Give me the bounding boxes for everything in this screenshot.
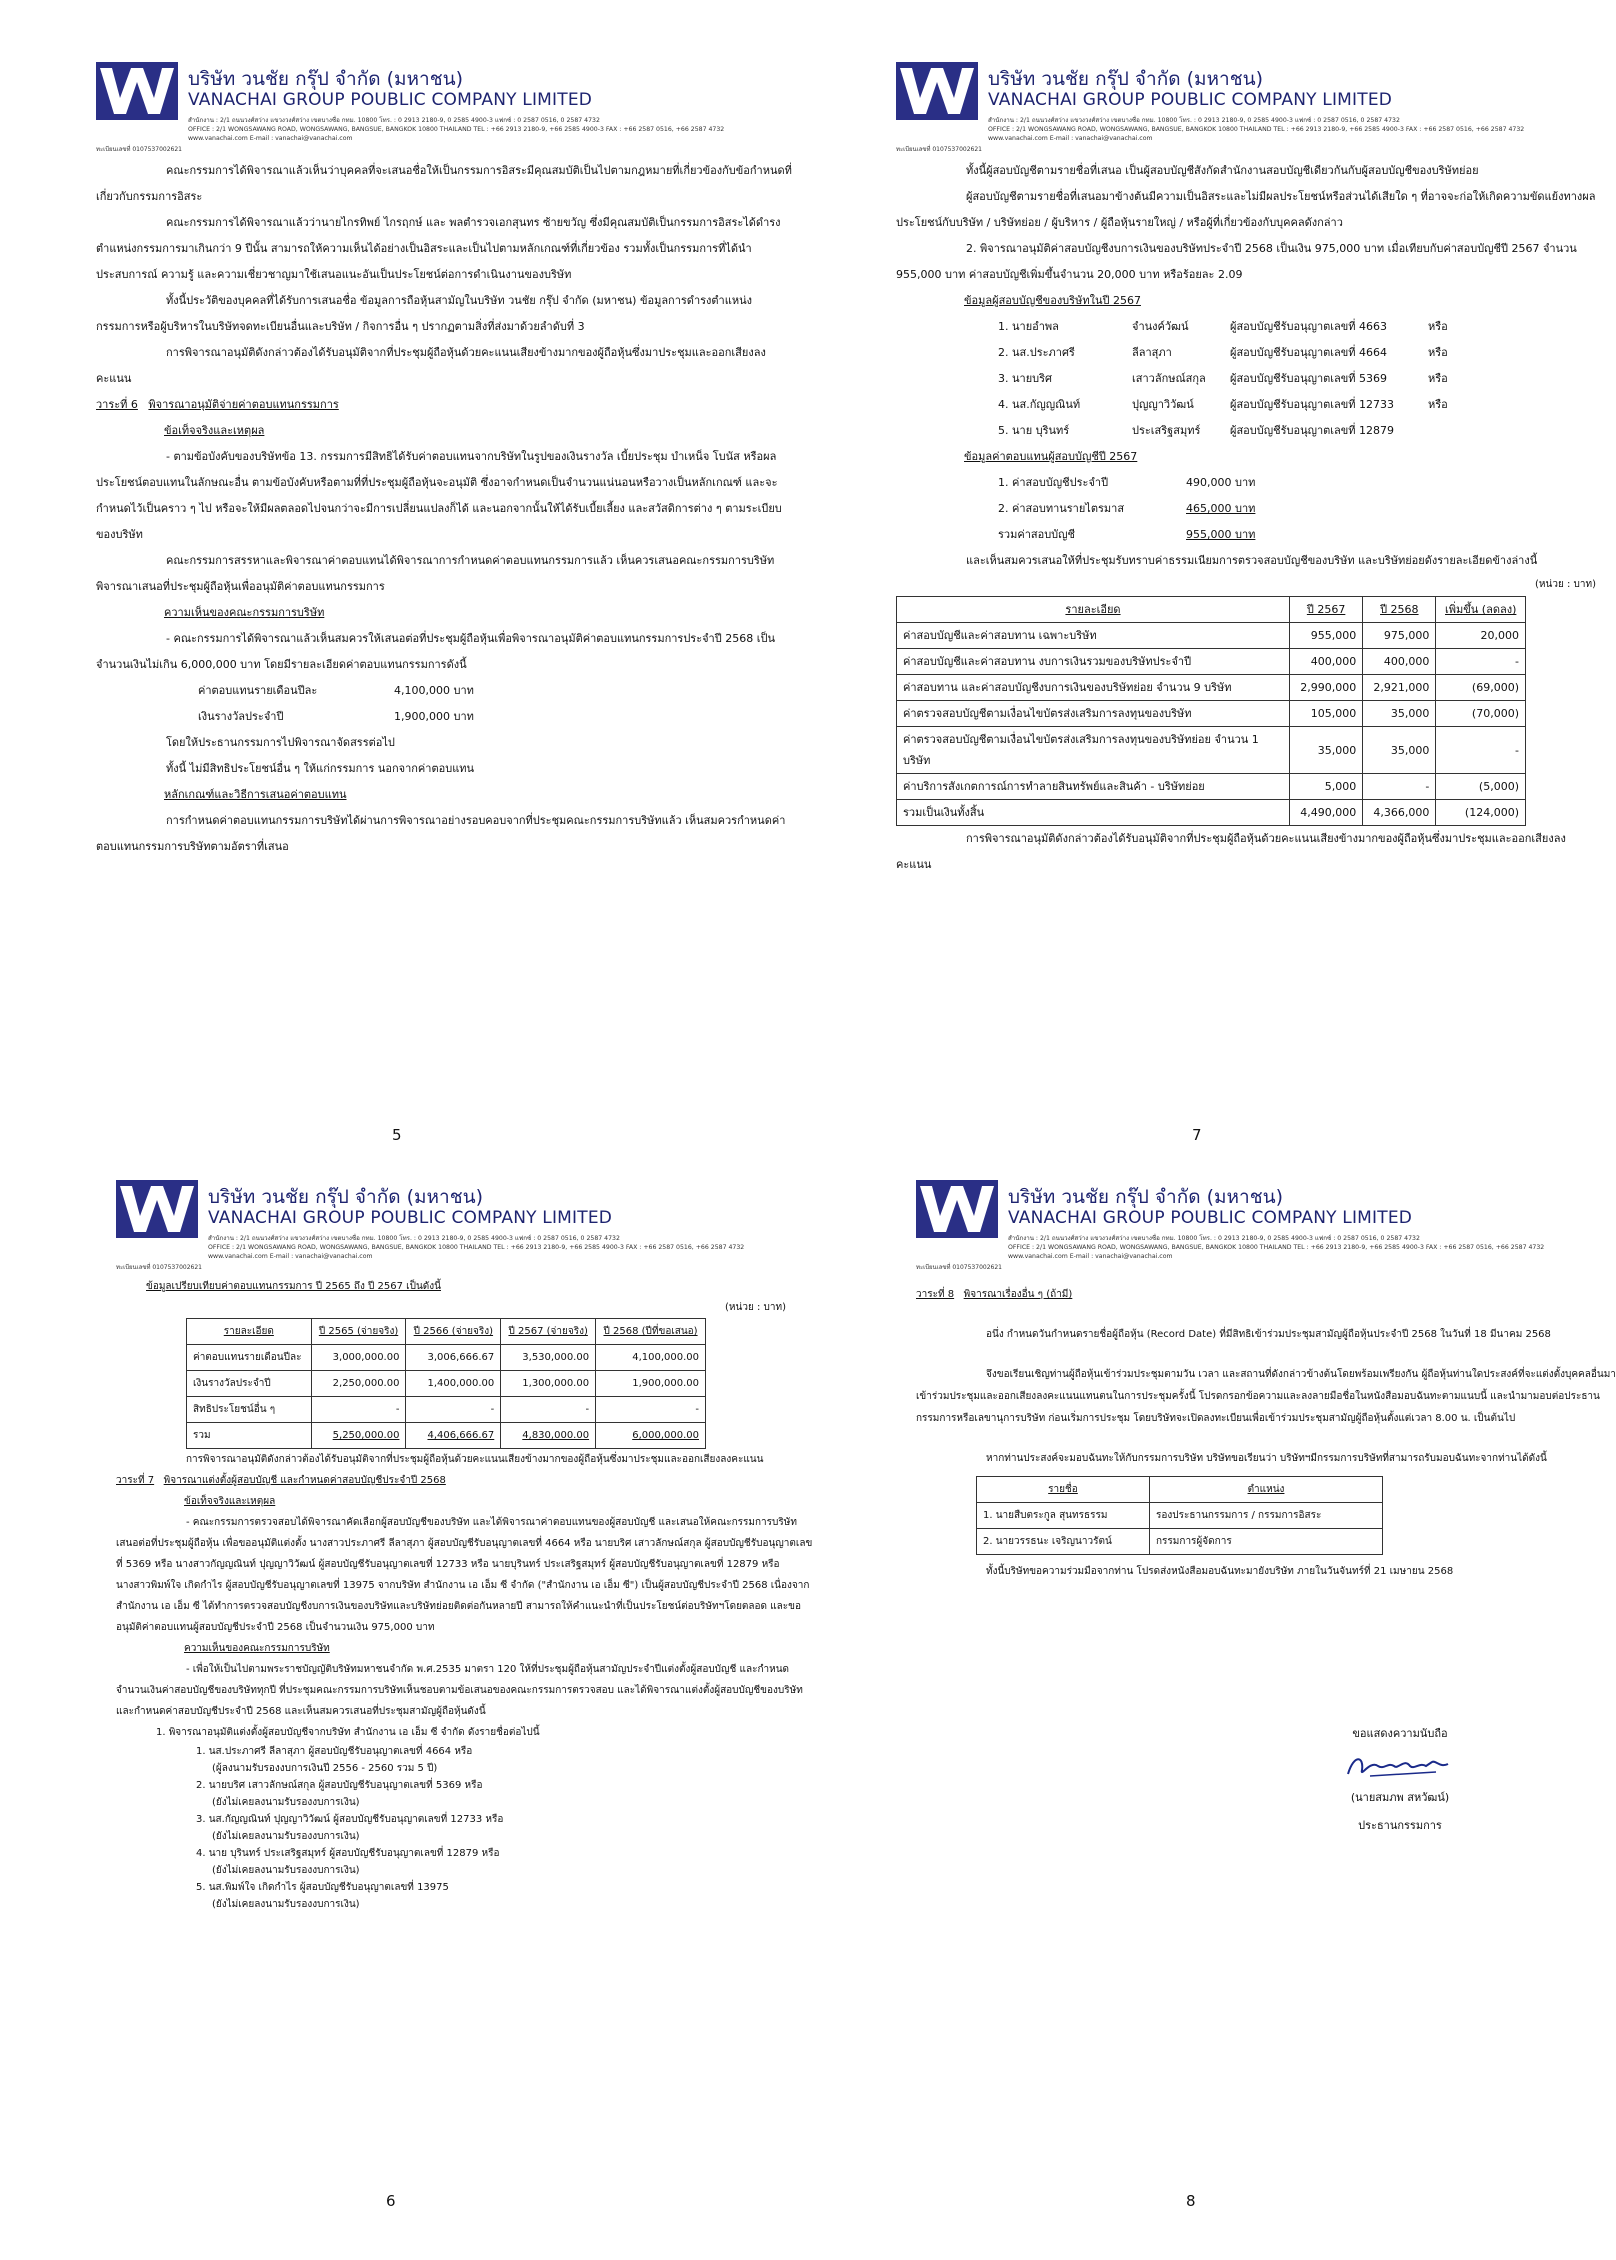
section-heading: ข้อเท็จจริงและเหตุผล	[184, 1496, 276, 1507]
paragraph: ทั้งนี้ ไม่มีสิทธิประโยชน์อื่น ๆ ให้แก่กรรมการ นอกจากค่าตอบแทน	[166, 762, 475, 775]
paragraph: การกำหนดค่าตอบแทนกรรมการบริษัทได้ผ่านการพิจารณาอย่างรอบคอบจากที่ประชุมคณะกรรมการบริษัทแล้ว เห็นสมควรกำหนดค่าตอบแทนกรรมการบริษัทตามอัตราที่เสนอ	[96, 814, 786, 853]
table-row: ค่าบริการสังเกตการณ์การทำลายสินทรัพย์และสินค้า - บริษัทย่อย 5,000 - (5,000)	[897, 774, 1526, 800]
paragraph: 1. พิจารณาอนุมัติแต่งตั้งผู้สอบบัญชีจากบริษัท สำนักงาน เอ เอ็ม ซี จำกัด ดังรายชื่อต่อไปนี้	[156, 1727, 540, 1738]
paragraph: จึงขอเรียนเชิญท่านผู้ถือหุ้นเข้าร่วมประชุมตามวัน เวลา และสถานที่ดังกล่าวข้างต้นโดยพร้อมเพรียงกัน ผู้ถือหุ้นท่านใดประสงค์ที่จะแต่งตั้งบุคคลอื่นมาเข้าร่วมประชุมและออกเสียงลงคะแนนแทนตนในการประชุมครั้งนี้ โปรดกรอกข้อความและลงลายมือชื่อในหนังสือมอบฉันทะตามแนบนี้ และนำมามอบต่อประธานกรรมการหรือเลขานุการบริษัท ก่อนเริ่มการประชุม โดยบริษัทจะเปิดลงทะเบียนเพื่อเข้าร่วมประชุมสามัญผู้ถือหุ้นตั้งแต่เวลา 8.00 น. เป็นต้นไป	[916, 1369, 1616, 1424]
paragraph: การพิจารณาอนุมัติดังกล่าวต้องได้รับอนุมัติจากที่ประชุมผู้ถือหุ้นด้วยคะแนนเสียงข้างมากของผู้ถือหุ้นซึ่งมาประชุมและออกเสียงลงคะแนน	[896, 832, 1566, 871]
company-name-thai: บริษัท วนชัย กรุ๊ป จำกัด (มหาชน)	[208, 1186, 483, 1208]
paragraph: ทั้งนี้บริษัทขอความร่วมมือจากท่าน โปรดส่งหนังสือมอบฉันทะมายังบริษัท ภายในวันจันทร์ที่ 21 เมษายน 2568	[986, 1566, 1454, 1577]
table-header-row: รายละเอียด ปี 2565 (จ่ายจริง) ปี 2566 (จ่ายจริง) ปี 2567 (จ่ายจริง) ปี 2568 (ปีที่ขอเสนอ)	[187, 1319, 706, 1345]
director-fee-table	[186, 1318, 706, 1449]
list-item: 1. นายอำพล จำนงค์วัฒน์ ผู้สอบบัญชีรับอนุญาตเลขที่ 4663 หรือ	[998, 320, 1448, 333]
signature-block	[1300, 1720, 1500, 1840]
paragraph: การพิจารณาอนุมัติดังกล่าวต้องได้รับอนุมัติจากที่ประชุมผู้ถือหุ้นด้วยคะแนนเสียงข้างมากของผู้ถือหุ้นซึ่งมาประชุมและออกเสียงลงคะแนน	[96, 346, 766, 385]
fee-row: 1. ค่าสอบบัญชีประจำปี 490,000 บาท	[998, 476, 1256, 489]
fee-row: เงินรางวัลประจำปี 1,900,000 บาท	[198, 710, 474, 723]
list-item: 2. นส.ประภาศรี ลีลาสุภา ผู้สอบบัญชีรับอนุญาตเลขที่ 4664 หรือ	[998, 346, 1448, 359]
table-row: 1. นายสืบตระกูล สุนทรธรรม รองประธานกรรมการ / กรรมการอิสระ	[977, 1503, 1383, 1529]
paragraph: คณะกรรมการได้พิจารณาแล้วว่านายไกรทิพย์ ไกรฤกษ์ และ พลตำรวจเอกสุนทร ซ้ายขวัญ ซึ่งมีคุณสมบัติเป็นกรรมการอิสระได้ดำรงตำแหน่งกรรมการมาเกินกว่า 9 ปีนั้น สามารถให้ความเห็นได้อย่างเป็นอิสระและเป็นไปตามหลักเกณฑ์ที่เกี่ยวข้อง รวมทั้งเป็นกรรมการที่ได้นำประสบการณ์ ความรู้ และความเชี่ยวชาญมาใช้เสนอแนะอันเป็นประโยชน์ต่อการดำเนินงานของบริษัท	[96, 216, 781, 281]
section-heading: ข้อมูลค่าตอบแทนผู้สอบบัญชีปี 2567	[964, 450, 1138, 463]
auditor-list	[116, 1743, 816, 1913]
page-body	[896, 158, 1596, 878]
paragraph: อนึ่ง กำหนดวันกำหนดรายชื่อผู้ถือหุ้น (Record Date) ที่มีสิทธิเข้าร่วมประชุมสามัญผู้ถือหุ้นประจำปี 2568 ในวันที่ 18 มีนาคม 2568	[986, 1329, 1551, 1340]
company-address: สำนักงาน : 2/1 ถนนวงศ์สว่าง แขวงวงศ์สว่าง เขตบางซื่อ กทม. 10800 โทร. : 0 2913 2180-9, 0 2585 4900-3 แฟกซ์ : 0 2587 0516, 0 2587 4732 OFFICE : 2/1 WONGSAWANG ROAD, WONGSAWANG, BANGSUE, BANGKOK 10800 THAILAND TEL : +66 2913 2180-9, +66 2585 4900-3 FAX : +66 2587 0516, +66 2587 4732 www.vanachai.com E-mail : vanachai@vanachai.com	[1008, 1235, 1545, 1260]
letterhead	[896, 62, 1596, 158]
page-number: 8	[1186, 2192, 1196, 2210]
page-body	[116, 1276, 816, 1913]
section-heading: ข้อเท็จจริงและเหตุผล	[164, 424, 265, 437]
unit-label: (หน่วย : บาท)	[1535, 579, 1596, 590]
list-item: 1. นส.ประภาศรี ลีลาสุภา ผู้สอบบัญชีรับอนุญาตเลขที่ 4664 หรือ (ผู้ลงนามรับรองงบการเงินปี 2556 - 2560 รวม 5 ปี)	[196, 1746, 473, 1774]
table-row: ค่าสอบทาน และค่าสอบบัญชีงบการเงินของบริษัทย่อย จำนวน 9 บริษัท 2,990,000 2,921,000 (69,000)	[897, 675, 1526, 701]
list-item: 4. นาย บุรินทร์ ประเสริฐสมุทร์ ผู้สอบบัญชีรับอนุญาตเลขที่ 12879 หรือ (ยังไม่เคยลงนามรับรองงบการเงิน)	[196, 1848, 500, 1876]
paragraph: - ตามข้อบังคับของบริษัทข้อ 13. กรรมการมีสิทธิได้รับค่าตอบแทนจากบริษัทในรูปของเงินรางวัล เบี้ยประชุม บำเหน็จ โบนัส หรือผลประโยชน์ตอบแทนในลักษณะอื่น ตามข้อบังคับหรือตามที่ที่ประชุมผู้ถือหุ้นจะอนุมัติ ซึ่งอาจกำหนดเป็นจำนวนแน่นอนหรือวางเป็นหลักเกณฑ์ และจะกำหนดไว้เป็นคราว ๆ ไป หรือจะให้มีผลตลอดไปจนกว่าจะมีการเปลี่ยนแปลงก็ได้ และนอกจากนั้นให้ได้รับเบี้ยเลี้ยง และสวัสดิการต่าง ๆ ตามระเบียบของบริษัท	[96, 450, 782, 541]
audit-fee-table	[896, 596, 1526, 826]
agenda-heading: วาระที่ 6 พิจารณาอนุมัติจ่ายค่าตอบแทนกรรมการ	[96, 398, 339, 411]
auditor-list	[896, 314, 1596, 444]
paragraph: ทั้งนี้ผู้สอบบัญชีตามรายชื่อที่เสนอ เป็นผู้สอบบัญชีสังกัดสำนักงานสอบบัญชีเดียวกันกับผู้สอบบัญชีของบริษัทย่อย	[966, 164, 1479, 177]
unit-label: (หน่วย : บาท)	[725, 1302, 786, 1313]
paragraph: ทั้งนี้ประวัติของบุคคลที่ได้รับการเสนอชื่อ ข้อมูลการถือหุ้นสามัญในบริษัท วนชัย กรุ๊ป จำกัด (มหาชน) ข้อมูลการดำรงตำแหน่งกรรมการหรือผู้บริหารในบริษัทจดทะเบียนอื่นและบริษัท / กิจการอื่น ๆ ปรากฏตามสิ่งที่ส่งมาด้วยลำดับที่ 3	[96, 294, 752, 333]
paragraph: คณะกรรมการสรรหาและพิจารณาค่าตอบแทนได้พิจารณาการกำหนดค่าตอบแทนกรรมการแล้ว เห็นควรเสนอคณะกรรมการบริษัทพิจารณาเสนอที่ประชุมผู้ถือหุ้นเพื่ออนุมัติค่าตอบแทนกรรมการ	[96, 554, 775, 593]
paragraph: - คณะกรรมการตรวจสอบได้พิจารณาคัดเลือกผู้สอบบัญชีของบริษัท และได้พิจารณาค่าตอบแทนของผู้สอบบัญชี และเสนอให้คณะกรรมการบริษัทเสนอต่อที่ประชุมผู้ถือหุ้น เพื่อขออนุมัติแต่งตั้ง นางสาวประภาศรี ลีลาสุภา ผู้สอบบัญชีรับอนุญาตเลขที่ 4664 หรือ นายบริศ เสาวลักษณ์สกุล ผู้สอบบัญชีรับอนุญาตเลขที่ 5369 หรือ นางสาวกัญญณินท์ ปุญญาวิวัฒน์ ผู้สอบบัญชีรับอนุญาตเลขที่ 12733 หรือ นายบุรินทร์ ประเสริฐสมุทร์ ผู้สอบบัญชีรับอนุญาตเลขที่ 12879 หรือ นางสาวพิมพ์ใจ เกิดกำไร ผู้สอบบัญชีรับอนุญาตเลขที่ 13975 จากบริษัท สำนักงาน เอ เอ็ม ซี จำกัด ("สำนักงาน เอ เอ็ม ซี") เป็นผู้สอบบัญชีประจำปี 2568 เนื่องจากสำนักงาน เอ เอ็ม ซี ได้ทำการตรวจสอบบัญชีงบการเงินของบริษัทและบริษัทย่อยติดต่อกันหลายปี สามารถให้คำแนะนำที่เป็นประโยชน์ต่อบริษัทฯโดยตลอด และขออนุมัติค่าตอบแทนผู้สอบบัญชีประจำปี 2568 เป็นจำนวนเงิน 975,000 บาท	[116, 1517, 813, 1633]
list-item: 5. นาย บุรินทร์ ประเสริฐสมุทร์ ผู้สอบบัญชีรับอนุญาตเลขที่ 12879	[998, 424, 1395, 437]
table-header-row: รายละเอียด ปี 2567 ปี 2568 เพิ่มขึ้น (ลดลง)	[897, 597, 1526, 623]
company-logo-icon	[896, 62, 978, 120]
paragraph: ผู้สอบบัญชีตามรายชื่อที่เสนอมาข้างต้นมีความเป็นอิสระและไม่มีผลประโยชน์หรือส่วนได้เสียใด ๆ ที่อาจจะก่อให้เกิดความขัดแย้งทางผลประโยชน์กับบริษัท / บริษัทย่อย / ผู้บริหาร / ผู้ถือหุ้นรายใหญ่ / หรือผู้ที่เกี่ยวข้องกับบุคคลดังกล่าว	[896, 190, 1596, 229]
company-name-english: VANACHAI GROUP POUBLIC COMPANY LIMITED	[208, 1208, 613, 1228]
company-name-thai: บริษัท วนชัย กรุ๊ป จำกัด (มหาชน)	[1008, 1186, 1283, 1208]
table-total-row: รวม 5,250,000.00 4,406,666.67 4,830,000.00 6,000,000.00	[187, 1423, 706, 1449]
paragraph: คณะกรรมการได้พิจารณาแล้วเห็นว่าบุคคลที่จะเสนอชื่อให้เป็นกรรมการอิสระมีคุณสมบัติเป็นไปตามกฎหมายที่เกี่ยวข้องกับข้อกำหนดที่เกี่ยวกับกรรมการอิสระ	[96, 164, 792, 203]
fee-row: 2. ค่าสอบทานรายไตรมาส 465,000 บาท	[998, 502, 1256, 515]
paragraph: การพิจารณาอนุมัติดังกล่าวต้องได้รับอนุมัติจากที่ประชุมผู้ถือหุ้นด้วยคะแนนเสียงข้างมากของผู้ถือหุ้นซึ่งมาประชุมและออกเสียงลงคะแนน	[186, 1454, 764, 1465]
signer-name: (นายสมภพ สหวัฒน์)	[1350, 1791, 1450, 1804]
page-number: 5	[392, 1126, 402, 1144]
letterhead	[96, 62, 796, 158]
letterhead	[116, 1180, 816, 1276]
page-number: 6	[386, 2192, 396, 2210]
fee-row: ค่าตอบแทนรายเดือนปีละ 4,100,000 บาท	[198, 684, 474, 697]
list-item: 3. นส.กัญญณินท์ ปุญญาวิวัฒน์ ผู้สอบบัญชีรับอนุญาตเลขที่ 12733 หรือ (ยังไม่เคยลงนามรับรองงบการเงิน)	[196, 1814, 504, 1842]
company-name-english: VANACHAI GROUP POUBLIC COMPANY LIMITED	[188, 90, 593, 110]
company-logo-icon	[916, 1180, 998, 1238]
signature-icon	[1340, 1748, 1460, 1784]
signer-title: ประธานกรรมการ	[1358, 1819, 1442, 1832]
page-body	[96, 158, 796, 860]
company-name-english: VANACHAI GROUP POUBLIC COMPANY LIMITED	[988, 90, 1393, 110]
paragraph: หากท่านประสงค์จะมอบฉันทะให้กับกรรมการบริษัท บริษัทขอเรียนว่า บริษัทฯมีกรรมการบริษัทที่สามารถรับมอบฉันทะจากท่านได้ดังนี้	[986, 1453, 1547, 1464]
tax-id: ทะเบียนเลขที่ 0107537002621	[896, 146, 982, 153]
signature-image	[1300, 1748, 1500, 1784]
list-item: 2. นายบริศ เสาวลักษณ์สกุล ผู้สอบบัญชีรับอนุญาตเลขที่ 5369 หรือ (ยังไม่เคยลงนามรับรองงบการเงิน)	[196, 1780, 483, 1808]
list-item: 5. นส.พิมพ์ใจ เกิดกำไร ผู้สอบบัญชีรับอนุญาตเลขที่ 13975 (ยังไม่เคยลงนามรับรองงบการเงิน)	[196, 1882, 449, 1910]
page-number: 7	[1192, 1126, 1202, 1144]
paragraph: โดยให้ประธานกรรมการไปพิจารณาจัดสรรต่อไป	[166, 736, 395, 749]
company-logo-icon	[96, 62, 178, 120]
list-item: 3. นายบริศ เสาวลักษณ์สกุล ผู้สอบบัญชีรับอนุญาตเลขที่ 5369 หรือ	[998, 372, 1448, 385]
table-row: ค่าตรวจสอบบัญชีตามเงื่อนไขบัตรส่งเสริมการลงทุนของบริษัทย่อย จำนวน 1 บริษัท 35,000 35,000 -	[897, 727, 1526, 774]
paragraph: 2. พิจารณาอนุมัติค่าสอบบัญชีงบการเงินของบริษัทประจำปี 2568 เป็นเงิน 975,000 บาท เมื่อเทียบกับค่าสอบบัญชีปี 2567 จำนวน 955,000 บาท ค่าสอบบัญชีเพิ่มขึ้นจำนวน 20,000 บาท หรือร้อยละ 2.09	[896, 242, 1577, 281]
company-name-english: VANACHAI GROUP POUBLIC COMPANY LIMITED	[1008, 1208, 1413, 1228]
tax-id: ทะเบียนเลขที่ 0107537002621	[96, 146, 182, 153]
section-heading: ข้อมูลผู้สอบบัญชีของบริษัทในปี 2567	[964, 294, 1141, 307]
paragraph: - เพื่อให้เป็นไปตามพระราชบัญญัติบริษัทมหาชนจำกัด พ.ศ.2535 มาตรา 120 ให้ที่ประชุมผู้ถือหุ้นสามัญประจำปีแต่งตั้งผู้สอบบัญชี และกำหนดจำนวนเงินค่าสอบบัญชีของบริษัททุกปี ที่ประชุมคณะกรรมการบริษัทเห็นชอบตามข้อเสนอของคณะกรรมการตรวจสอบ และได้พิจารณาแต่งตั้งผู้สอบบัญชีของบริษัทและกำหนดค่าสอบบัญชีประจำปี 2568 และเห็นสมควรเสนอที่ประชุมสามัญผู้ถือหุ้นดังนี้	[116, 1664, 803, 1717]
table-row: เงินรางวัลประจำปี 2,250,000.00 1,400,000.00 1,300,000.00 1,900,000.00	[187, 1371, 706, 1397]
tax-id: ทะเบียนเลขที่ 0107537002621	[116, 1264, 202, 1271]
agenda-heading: วาระที่ 7 พิจารณาแต่งตั้งผู้สอบบัญชี และกำหนดค่าสอบบัญชีประจำปี 2568	[116, 1475, 446, 1486]
page-body	[916, 1284, 1616, 1583]
letterhead	[916, 1180, 1616, 1276]
company-address: สำนักงาน : 2/1 ถนนวงศ์สว่าง แขวงวงศ์สว่าง เขตบางซื่อ กทม. 10800 โทร. : 0 2913 2180-9, 0 2585 4900-3 แฟกซ์ : 0 2587 0516, 0 2587 4732 OFFICE : 2/1 WONGSAWANG ROAD, WONGSAWANG, BANGSUE, BANGKOK 10800 THAILAND TEL : +66 2913 2180-9, +66 2585 4900-3 FAX : +66 2587 0516, +66 2587 4732 www.vanachai.com E-mail : vanachai@vanachai.com	[188, 117, 725, 142]
table-row: 2. นายวรรธนะ เจริญนาวรัตน์ กรรมการผู้จัดการ	[977, 1529, 1383, 1555]
page-5	[96, 62, 796, 1142]
table-row: ค่าสอบบัญชีและค่าสอบทาน เฉพาะบริษัท 955,000 975,000 20,000	[897, 623, 1526, 649]
section-heading: ความเห็นของคณะกรรมการบริษัท	[184, 1643, 330, 1654]
section-heading: ข้อมูลเปรียบเทียบค่าตอบแทนกรรมการ ปี 2565 ถึง ปี 2567 เป็นดังนี้	[146, 1281, 441, 1292]
fee-row: รวมค่าสอบบัญชี 955,000 บาท	[998, 528, 1256, 541]
table-header-row: รายชื่อ ตำแหน่ง	[977, 1477, 1383, 1503]
page-8	[916, 1180, 1616, 2260]
table-row: สิทธิประโยชน์อื่น ๆ - - - -	[187, 1397, 706, 1423]
closing-text: ขอแสดงความนับถือ	[1352, 1727, 1448, 1740]
company-logo-icon	[116, 1180, 198, 1238]
company-address: สำนักงาน : 2/1 ถนนวงศ์สว่าง แขวงวงศ์สว่าง เขตบางซื่อ กทม. 10800 โทร. : 0 2913 2180-9, 0 2585 4900-3 แฟกซ์ : 0 2587 0516, 0 2587 4732 OFFICE : 2/1 WONGSAWANG ROAD, WONGSAWANG, BANGSUE, BANGKOK 10800 THAILAND TEL : +66 2913 2180-9, +66 2585 4900-3 FAX : +66 2587 0516, +66 2587 4732 www.vanachai.com E-mail : vanachai@vanachai.com	[208, 1235, 745, 1260]
table-row: ค่าตรวจสอบบัญชีตามเงื่อนไขบัตรส่งเสริมการลงทุนของบริษัท 105,000 35,000 (70,000)	[897, 701, 1526, 727]
company-name-thai: บริษัท วนชัย กรุ๊ป จำกัด (มหาชน)	[188, 68, 463, 90]
proxy-director-table	[976, 1476, 1383, 1555]
table-total-row: รวมเป็นเงินทั้งสิ้น 4,490,000 4,366,000 (124,000)	[897, 800, 1526, 826]
company-name-thai: บริษัท วนชัย กรุ๊ป จำกัด (มหาชน)	[988, 68, 1263, 90]
list-item: 4. นส.กัญญณินท์ ปุญญาวิวัฒน์ ผู้สอบบัญชีรับอนุญาตเลขที่ 12733 หรือ	[998, 398, 1448, 411]
section-heading: ความเห็นของคณะกรรมการบริษัท	[164, 606, 325, 619]
table-row: ค่าสอบบัญชีและค่าสอบทาน งบการเงินรวมของบริษัทประจำปี 400,000 400,000 -	[897, 649, 1526, 675]
table-row: ค่าตอบแทนรายเดือนปีละ 3,000,000.00 3,006,666.67 3,530,000.00 4,100,000.00	[187, 1345, 706, 1371]
section-heading: หลักเกณฑ์และวิธีการเสนอค่าตอบแทน	[164, 788, 347, 801]
company-address: สำนักงาน : 2/1 ถนนวงศ์สว่าง แขวงวงศ์สว่าง เขตบางซื่อ กทม. 10800 โทร. : 0 2913 2180-9, 0 2585 4900-3 แฟกซ์ : 0 2587 0516, 0 2587 4732 OFFICE : 2/1 WONGSAWANG ROAD, WONGSAWANG, BANGSUE, BANGKOK 10800 THAILAND TEL : +66 2913 2180-9, +66 2585 4900-3 FAX : +66 2587 0516, +66 2587 4732 www.vanachai.com E-mail : vanachai@vanachai.com	[988, 117, 1525, 142]
agenda-heading: วาระที่ 8 พิจารณาเรื่องอื่น ๆ (ถ้ามี)	[916, 1289, 1073, 1300]
paragraph: และเห็นสมควรเสนอให้ที่ประชุมรับทราบค่าธรรมเนียมการตรวจสอบบัญชีของบริษัท และบริษัทย่อยดังรายละเอียดข้างล่างนี้	[966, 554, 1538, 567]
paragraph: - คณะกรรมการได้พิจารณาแล้วเห็นสมควรให้เสนอต่อที่ประชุมผู้ถือหุ้นเพื่อพิจารณาอนุมัติค่าตอบแทนกรรมการประจำปี 2568 เป็นจำนวนเงินไม่เกิน 6,000,000 บาท โดยมีรายละเอียดค่าตอบแทนกรรมการดังนี้	[96, 632, 775, 671]
tax-id: ทะเบียนเลขที่ 0107537002621	[916, 1264, 1002, 1271]
page-6	[116, 1180, 816, 2260]
page-7	[896, 62, 1596, 1142]
